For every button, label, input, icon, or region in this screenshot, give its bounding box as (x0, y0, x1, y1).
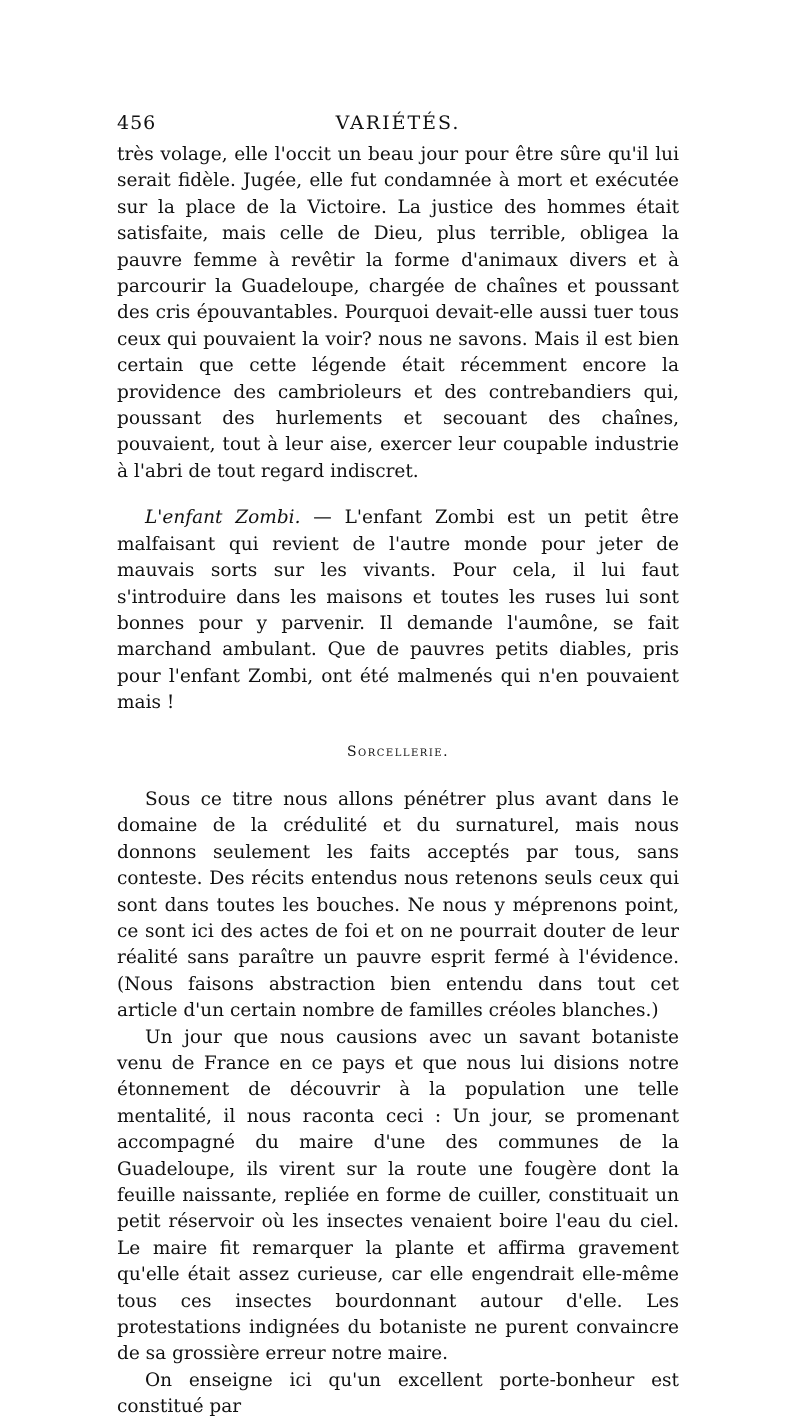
page-header (117, 112, 679, 142)
page-number: 456 (117, 112, 157, 134)
paragraph-porte-bonheur: On enseigne ici qu'un excellent porte-bonheur est constitué par (117, 1369, 679, 1418)
paragraph-legend: très volage, elle l'occit un beau jour pour être sûre qu'il lui serait fidèle. Jugée, elle fut condamnée à mort et exécutée sur la place de la Victoire. La justice des hommes était satisfaite, mais celle de Dieu, plus terrible, obligea la pauvre femme à revêtir la forme d'animaux divers et à parcourir la Guadeloupe, chargée de chaînes et poussant des cris épouvantables. Pourquoi devait-elle aussi tuer tous ceux qui pouvaient la voir? nous ne savons. Mais il est bien certain que cette légende était récemment encore la providence des cambrioleurs et des contrebandiers qui, poussant des hurlements et secouant des chaînes, pouvaient, tout à leur aise, exercer leur coupable industrie à l'abri de tout regard indiscret. (117, 144, 679, 482)
zombi-lead-title: L'enfant Zombi. (145, 507, 301, 529)
zombi-text: — L'enfant Zombi est un petit être malfaisant qui revient de l'autre monde pour jeter de mauvais sorts sur les vivants. Pour cela, il lui faut s'introduire dans les maisons et toutes les ruses lui sont bonnes pour y parvenir. Il demande l'aumône, se fait marchand ambulant. Que de pauvres petits diables, pris pour l'enfant Zombi, ont été malmenés qui n'en pouvaient mais ! (117, 507, 680, 714)
paragraph-enfant-zombi (117, 505, 679, 716)
section-title: Sorcellerie. (346, 743, 450, 760)
paragraph-sorcellerie-intro: Sous ce titre nous allons pénétrer plus avant dans le domaine de la crédulité et du surnaturel, mais nous donnons seulement les faits acceptés par tous, sans conteste. Des récits entendus nous retenons seuls ceux qui sont dans toutes les bouches. Ne nous y méprenons point, ce sont ici des actes de foi et on ne pourrait douter de leur réalité sans paraître un pauvre esprit fermé à l'évidence. (Nous faisons abstraction bien entendu dans tout cet article d'un certain nombre de familles créoles blanches.) (117, 788, 679, 1022)
running-title: VARIÉTÉS. (335, 112, 461, 134)
page-body (117, 142, 679, 1421)
paragraph-botaniste: Un jour que nous causions avec un savant botaniste venu de France en ce pays et que nous lui disions notre étonnement de découvrir à la population une telle mentalité, il nous raconta ceci : Un jour, se promenant accompagné du maire d'une des communes de la Guadeloupe, ils virent sur la route une fougère dont la feuille naissante, repliée en forme de cuiller, constituait un petit réservoir où les insectes venaient boire l'eau du ciel. Le maire fit remarquer la plante et affirma gravement qu'elle était assez curieuse, car elle engendrait elle-même tous ces insectes bourdonnant autour d'elle. Les protestations indignées du botaniste ne purent convaincre de sa grossière erreur notre maire. (117, 1026, 679, 1365)
paragraph-gap (117, 485, 679, 505)
book-page (117, 112, 679, 1421)
